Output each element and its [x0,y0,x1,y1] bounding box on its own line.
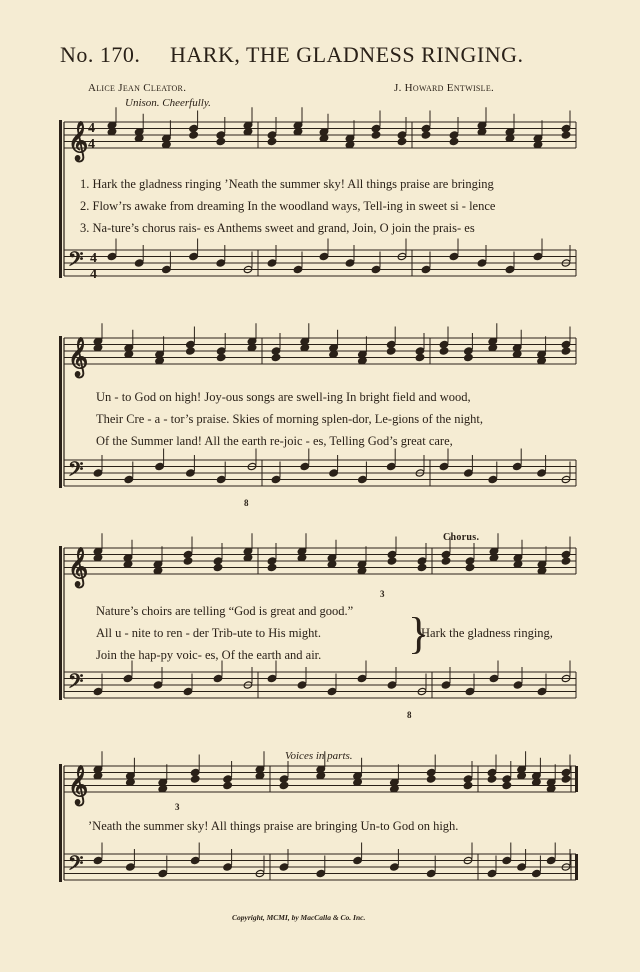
triplet-mark: 3 [175,802,180,812]
note-head [155,462,165,470]
system-bracket [59,120,62,278]
note-head [216,475,226,483]
lyric-line: Un - to God on high! Joy-ous songs are swell-ing In bright field and wood, [96,390,471,404]
note-head [487,775,497,783]
hymn-number: No. 170. [60,42,141,67]
note-head [537,469,547,477]
note-head [189,252,199,260]
note-head [415,353,425,361]
note-head [426,775,436,783]
note-head [502,781,512,789]
note-head [390,863,400,871]
note-head [533,252,543,260]
bass-clef: 𝄢 [68,459,84,486]
lyricist-credit: Alice Jean Cleator. [88,82,187,94]
final-bar-thick [575,766,578,792]
final-bar-thick [575,854,578,880]
time-signature-top: 4 [90,251,97,266]
note-head [186,347,196,355]
system-bracket [59,336,62,488]
note-head [329,469,339,477]
note-head [441,557,451,565]
chorus-label: Chorus. [443,532,480,543]
treble-clef: 𝄞 [68,123,89,160]
lyric-line: Join the hap-py voic- es, Of the earth and air. [96,648,322,662]
note-head [386,462,396,470]
note-head [267,563,277,571]
lyric-line: Of the Summer land! All the earth re-joic - es, Telling God’s great care, [96,434,453,448]
bass-clef: 𝄢 [68,853,84,880]
note-head [345,259,355,267]
note-head [183,687,193,695]
note-head [216,259,226,267]
note-head [190,775,200,783]
note-head [293,265,303,273]
note-head [421,131,431,139]
lyric-line: Their Cre - a - tor’s praise. Skies of morning splen-dor, Le-gions of the night, [96,412,484,426]
lyric-line: Nature’s choirs are telling “God is great and good.” [96,604,354,618]
time-signature-bottom: 4 [88,137,95,152]
note-head [353,856,363,864]
note-head [279,863,289,871]
note-head [464,353,474,361]
note-head [532,869,542,877]
note-head [327,687,337,695]
note-head [477,259,487,267]
note-head [93,856,103,864]
note-head [387,557,397,565]
voices-marking: Voices in parts. [285,750,353,762]
note-head [465,687,475,695]
triplet-mark: 3 [380,589,385,599]
note-head [93,469,103,477]
note-head [190,856,200,864]
system-bracket [59,764,62,882]
note-head [158,869,168,877]
note-head [561,131,571,139]
note-head [417,563,427,571]
refrain-text: Hark the gladness ringing, [421,626,553,640]
note-head [546,856,556,864]
tempo-marking: Unison. Cheerfully. [125,97,211,109]
note-head [153,681,163,689]
note-head [213,563,223,571]
note-head [561,347,571,355]
note-head [465,563,475,571]
note-head [93,687,103,695]
note-head [449,137,459,145]
time-signature-top: 4 [88,121,95,136]
note-head [357,674,367,682]
note-head [134,259,144,267]
octave-mark: 8 [244,498,249,508]
note-head [297,681,307,689]
note-head [439,462,449,470]
lyric-line: 3. Na-ture’s chorus rais- es Anthems sweet and grand, Join, O join the prais- es [80,221,475,235]
verse-brace: } [408,609,430,658]
note-head [189,131,199,139]
note-head [267,674,277,682]
note-head [186,469,196,477]
lyric-line: ’Neath the summer sky! All things praise are bringing Un-to God on high. [88,819,459,833]
octave-mark: 8 [407,710,412,720]
note-head [267,259,277,267]
note-head [561,775,571,783]
treble-clef: 𝄞 [68,549,89,586]
composer-credit: J. Howard Entwisle. [394,82,495,94]
hymn-title: HARK, THE GLADNESS RINGING. [170,42,524,67]
lyric-line: 2. Flow’rs awake from dreaming In the woodland ways, Tell-ing in sweet si - lence [80,199,496,213]
note-head [421,265,431,273]
note-head [126,863,136,871]
note-head [162,265,172,273]
note-head [371,131,381,139]
note-head [271,353,281,361]
note-head [487,869,497,877]
note-head [271,475,281,483]
note-head [183,557,193,565]
lyric-line: All u - nite to ren - der Trib-ute to His might. [96,626,321,640]
note-head [216,137,226,145]
note-head [517,863,527,871]
note-head [489,674,499,682]
bass-clef: 𝄢 [68,249,84,276]
note-head [319,252,329,260]
note-head [426,869,436,877]
note-head [223,781,233,789]
note-head [464,469,474,477]
note-head [488,475,498,483]
note-head [441,681,451,689]
note-head [279,781,289,789]
note-head [300,462,310,470]
note-head [316,869,326,877]
note-head [267,137,277,145]
note-head [463,781,473,789]
note-head [371,265,381,273]
copyright-notice: Copyright, MCMI, by MacCalla & Co. Inc. [232,913,366,922]
note-head [512,462,522,470]
time-signature-bottom: 4 [90,267,97,282]
bass-clef: 𝄢 [68,671,84,698]
note-head [537,687,547,695]
treble-clef: 𝄞 [68,767,89,804]
note-head [502,856,512,864]
note-head [123,674,133,682]
note-head [505,265,515,273]
system-bracket [59,546,62,700]
lyric-line: 1. Hark the gladness ringing ’Neath the summer sky! All things praise are bringing [80,177,494,191]
note-head [216,353,226,361]
note-head [387,681,397,689]
note-head [223,863,233,871]
note-head [439,347,449,355]
note-head [124,475,134,483]
note-head [107,252,117,260]
note-head [397,137,407,145]
note-head [358,475,368,483]
note-head [513,681,523,689]
note-head [449,252,459,260]
note-head [561,557,571,565]
treble-clef: 𝄞 [68,339,89,376]
note-head [213,674,223,682]
note-head [386,347,396,355]
